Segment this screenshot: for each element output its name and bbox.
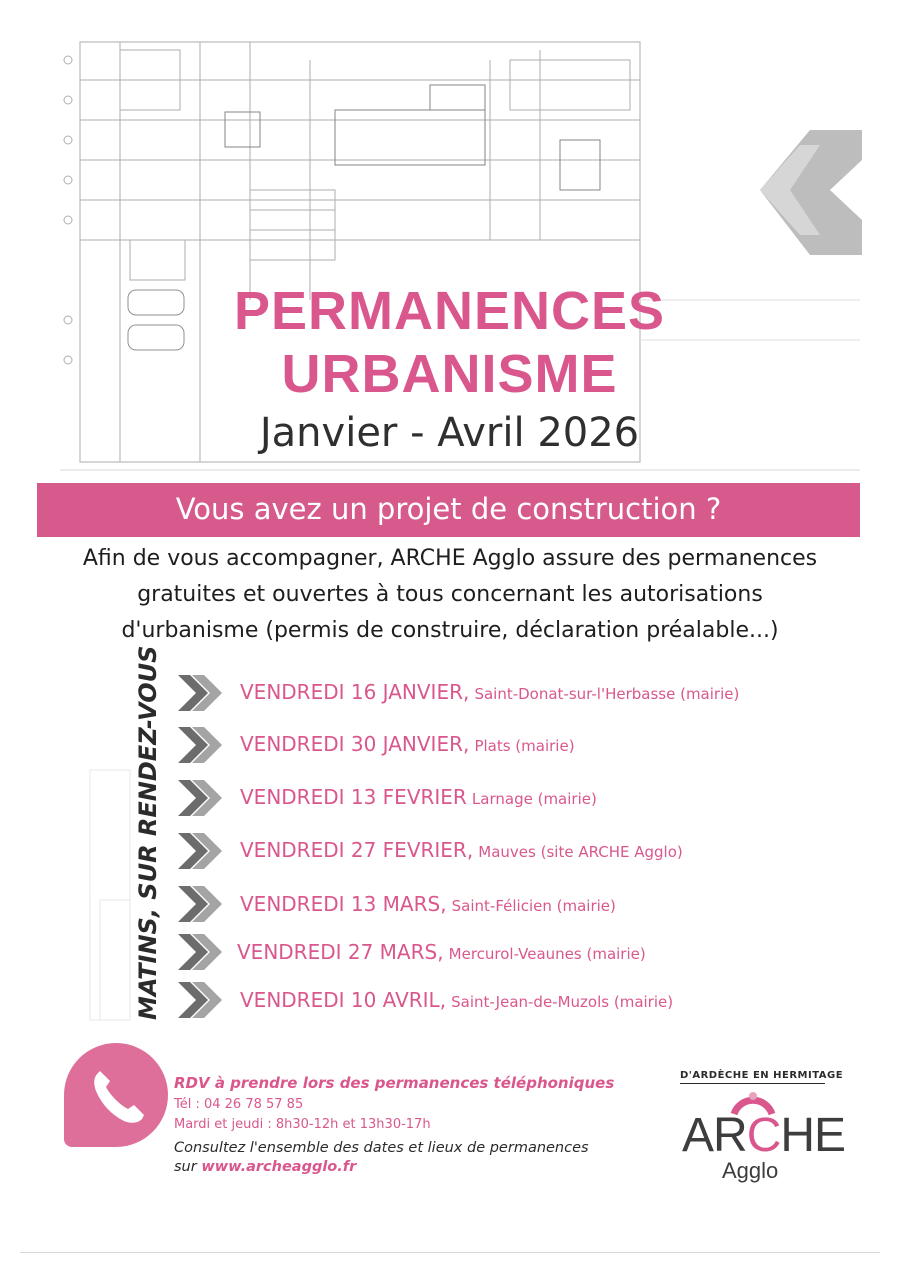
schedule-date: VENDREDI 27 MARS, (237, 940, 444, 964)
intro-line-3: d'urbanisme (permis de construire, déclaration préalable...) (121, 618, 779, 643)
schedule-date: VENDREDI 13 MARS, (240, 892, 447, 916)
page-title-line1: PERMANENCES (233, 281, 666, 341)
chevron-right-icon (178, 723, 224, 767)
logo-part-left: AR (682, 1109, 747, 1162)
schedule-place: Saint-Jean-de-Muzols (mairie) (451, 993, 674, 1011)
intro-line-2: gratuites et ouvertes à tous concernant les autorisations (137, 582, 763, 607)
chevron-right-icon (178, 671, 224, 715)
schedule-date: VENDREDI 27 FEVRIER, (240, 838, 474, 862)
schedule-place: Saint-Félicien (mairie) (451, 897, 616, 915)
phone-icon (64, 1043, 168, 1147)
schedule-date: VENDREDI 13 FEVRIER (240, 785, 467, 809)
chevron-right-icon (178, 829, 224, 873)
logo-wordmark (682, 1108, 845, 1163)
schedule-entry (240, 732, 575, 756)
website-link[interactable]: www.archeagglo.fr (201, 1159, 357, 1175)
phone-number: Tél : 04 26 78 57 85 (174, 1097, 304, 1112)
schedule-entry (240, 988, 673, 1012)
schedule-entry (240, 838, 683, 862)
chevron-right-icon (178, 776, 224, 820)
schedule-entry (240, 680, 739, 704)
schedule-entry (240, 785, 597, 809)
phone-hours: Mardi et jeudi : 8h30-12h et 13h30-17h (174, 1117, 431, 1132)
logo-subtitle: Agglo (722, 1158, 779, 1183)
consult-prefix: sur (174, 1159, 197, 1175)
consult-text: Consultez l'ensemble des dates et lieux de permanences (174, 1140, 589, 1156)
schedule-date: VENDREDI 10 AVRIL, (240, 988, 447, 1012)
consult-website-line (174, 1159, 356, 1175)
logo-part-c: C (746, 1109, 781, 1162)
logo-part-right: HE (780, 1109, 846, 1162)
schedule-place: Plats (mairie) (474, 737, 575, 755)
period-subtitle: Janvier - Avril 2026 (259, 410, 640, 456)
chevron-right-icon (178, 930, 224, 974)
schedule-entry (240, 892, 616, 916)
vertical-side-label: MATINS, SUR RENDEZ-VOUS (134, 645, 162, 1020)
page-bottom-divider (20, 1252, 880, 1253)
schedule-date: VENDREDI 30 JANVIER, (240, 732, 470, 756)
rdv-title: RDV à prendre lors des permanences téléphoniques (174, 1074, 615, 1092)
chevron-right-icon (178, 882, 224, 926)
schedule-date: VENDREDI 16 JANVIER, (240, 680, 470, 704)
schedule-place: Mauves (site ARCHE Agglo) (478, 843, 683, 861)
schedule-place: Larnage (mairie) (471, 790, 597, 808)
schedule-place: Mercurol-Veaunes (mairie) (448, 945, 646, 963)
phone-badge (64, 1043, 168, 1147)
logo-tagline: D'ARDÈCHE EN HERMITAGE (680, 1070, 825, 1084)
chevron-right-icon (178, 978, 224, 1022)
page-title-line2: URBANISME (281, 344, 618, 404)
schedule-place: Saint-Donat-sur-l'Herbasse (mairie) (474, 685, 740, 703)
schedule-entry (237, 940, 646, 964)
intro-line-1: Afin de vous accompagner, ARCHE Agglo assure des permanences (82, 546, 818, 571)
question-banner-text: Vous avez un projet de construction ? (175, 492, 722, 526)
